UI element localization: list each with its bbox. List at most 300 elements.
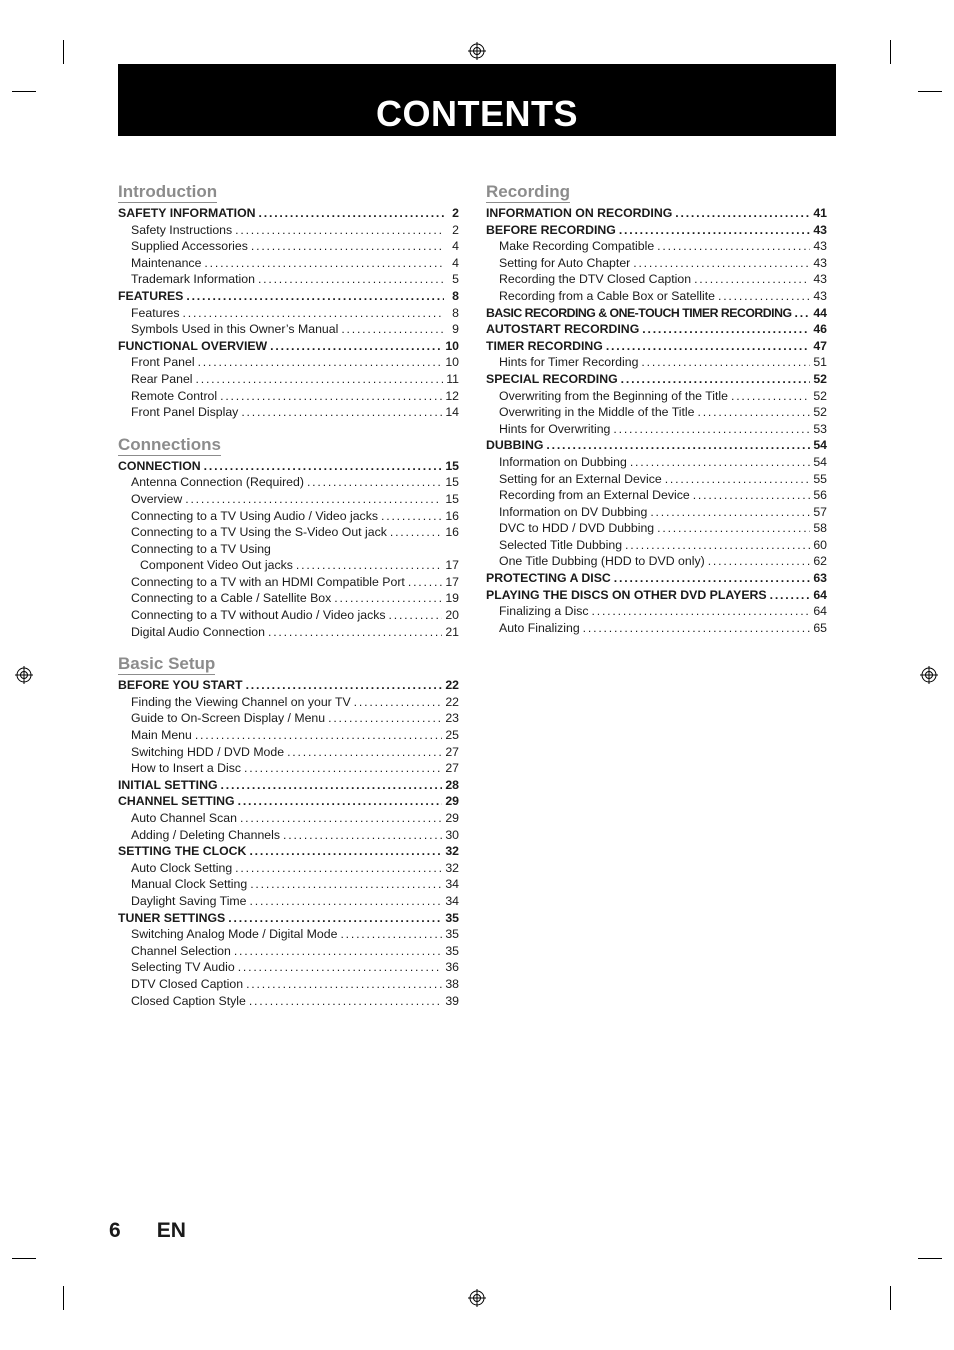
section-title: Introduction bbox=[118, 182, 218, 201]
toc-entry[interactable] bbox=[118, 338, 459, 355]
dot-leader bbox=[583, 620, 811, 637]
toc-entry-label: Selecting TV Audio bbox=[131, 960, 235, 975]
toc-entry-label: Auto Finalizing bbox=[499, 620, 580, 635]
registration-mark-icon bbox=[468, 42, 486, 60]
toc-entry-page: 11 bbox=[446, 371, 459, 386]
toc-entry-page: 12 bbox=[445, 388, 459, 403]
toc-entry-label: Features bbox=[131, 305, 180, 320]
toc-entry-page: 43 bbox=[813, 239, 827, 254]
dot-leader bbox=[234, 943, 443, 960]
dot-leader bbox=[186, 288, 444, 305]
dot-leader bbox=[546, 437, 810, 454]
dot-leader bbox=[633, 255, 810, 272]
toc-entry-page: 4 bbox=[452, 239, 459, 254]
toc-entry-page: 44 bbox=[813, 305, 827, 320]
toc-entry-page: 52 bbox=[813, 405, 827, 420]
toc-entry[interactable] bbox=[118, 976, 459, 993]
toc-entry[interactable] bbox=[118, 321, 459, 338]
toc-entry[interactable] bbox=[486, 338, 827, 355]
toc-entry-label: INITIAL SETTING bbox=[118, 777, 218, 792]
toc-entry-page: 34 bbox=[445, 877, 459, 892]
dot-leader bbox=[657, 238, 810, 255]
toc-entry-label: SPECIAL RECORDING bbox=[486, 371, 618, 386]
toc-entry[interactable] bbox=[118, 694, 459, 711]
toc-entry[interactable] bbox=[118, 574, 459, 591]
toc-entry-label: FUNCTIONAL OVERVIEW bbox=[118, 338, 268, 353]
toc-entry-label: Recording from a Cable Box or Satellite bbox=[499, 288, 715, 303]
crop-mark bbox=[63, 40, 64, 64]
toc-entry-page: 56 bbox=[813, 488, 827, 503]
toc-entry-page: 62 bbox=[813, 554, 827, 569]
toc-entry-label: Recording the DTV Closed Caption bbox=[499, 272, 692, 287]
toc-entry-page: 17 bbox=[445, 558, 459, 573]
toc-entry-page: 16 bbox=[445, 508, 459, 523]
toc-entry-label: One Title Dubbing (HDD to DVD only) bbox=[499, 554, 705, 569]
crop-mark bbox=[918, 1258, 942, 1259]
dot-leader bbox=[694, 271, 810, 288]
toc-entry[interactable] bbox=[486, 454, 827, 471]
toc-entry-page: 52 bbox=[813, 388, 827, 403]
toc-section-basic-setup bbox=[118, 654, 459, 1009]
toc-entry[interactable] bbox=[486, 255, 827, 272]
toc-entry-page: 52 bbox=[813, 371, 827, 386]
toc-entry-label: Finalizing a Disc bbox=[499, 604, 589, 619]
toc-entry-label: Symbols Used in this Owner’s Manual bbox=[131, 322, 339, 337]
toc-entry[interactable] bbox=[486, 371, 827, 388]
toc-entry-label: Connecting to a TV Using the S-Video Out jack bbox=[131, 525, 387, 540]
toc-entry[interactable] bbox=[118, 354, 459, 371]
toc-entry[interactable] bbox=[118, 607, 459, 624]
dot-leader bbox=[249, 993, 442, 1010]
dot-leader bbox=[235, 222, 444, 239]
toc-entry[interactable] bbox=[118, 271, 459, 288]
dot-leader bbox=[238, 959, 443, 976]
toc-entry-page: 43 bbox=[813, 255, 827, 270]
dot-leader bbox=[693, 487, 811, 504]
toc-entry-page: 60 bbox=[813, 537, 827, 552]
toc-entry[interactable] bbox=[118, 727, 459, 744]
toc-entry-label: Main Menu bbox=[131, 728, 192, 743]
toc-entry[interactable] bbox=[118, 624, 459, 641]
toc-entry-label: Connecting to a TV Using bbox=[131, 541, 271, 556]
toc-entry-label: Information on Dubbing bbox=[499, 454, 627, 469]
toc-entry[interactable] bbox=[486, 288, 827, 305]
toc-entry-label: Manual Clock Setting bbox=[131, 877, 248, 892]
dot-leader bbox=[185, 491, 442, 508]
toc-entry-page: 2 bbox=[452, 206, 459, 220]
toc-entry-label: Guide to On-Screen Display / Menu bbox=[131, 711, 326, 726]
toc-entry-label: Connecting to a TV without Audio / Video jacks bbox=[131, 608, 386, 623]
toc-entry-label: SAFETY INFORMATION bbox=[118, 206, 256, 220]
toc-entry[interactable] bbox=[118, 993, 459, 1010]
toc-entry-label: Front Panel bbox=[131, 355, 195, 370]
dot-leader bbox=[198, 354, 443, 371]
toc-entry-page: 15 bbox=[445, 475, 459, 490]
toc-entry[interactable] bbox=[118, 843, 459, 860]
toc-entry-page: 10 bbox=[445, 355, 459, 370]
toc-entry-page: 43 bbox=[813, 272, 827, 287]
dot-leader bbox=[795, 305, 811, 322]
toc-entry-label: Supplied Accessories bbox=[131, 239, 248, 254]
toc-entry-label: DVC to HDD / DVD Dubbing bbox=[499, 521, 655, 536]
crop-mark bbox=[890, 40, 891, 64]
toc-entry-page: 39 bbox=[445, 993, 459, 1008]
crop-mark bbox=[63, 1286, 64, 1310]
dot-leader bbox=[258, 271, 444, 288]
dot-leader bbox=[613, 421, 810, 438]
dot-leader bbox=[307, 474, 442, 491]
dot-leader bbox=[665, 471, 811, 488]
toc-entry-list bbox=[118, 205, 459, 421]
toc-entry-label: DTV Closed Caption bbox=[131, 976, 244, 991]
dot-leader bbox=[249, 843, 442, 860]
toc-entry[interactable] bbox=[118, 255, 459, 272]
toc-entry-page: 23 bbox=[445, 711, 459, 726]
toc-entry-label: Make Recording Compatible bbox=[499, 239, 655, 254]
section-title: Recording bbox=[486, 182, 571, 201]
toc-entry-page: 15 bbox=[445, 491, 459, 506]
dot-leader bbox=[408, 574, 442, 591]
toc-entry-list bbox=[118, 458, 459, 641]
toc-entry[interactable] bbox=[118, 827, 459, 844]
toc-entry[interactable] bbox=[118, 926, 459, 943]
toc-entry-label: Hints for Timer Recording bbox=[499, 355, 639, 370]
toc-entry[interactable] bbox=[118, 288, 459, 305]
toc-entry[interactable] bbox=[118, 893, 459, 910]
dot-leader bbox=[625, 537, 810, 554]
toc-entry-label: Connecting to a TV Using Audio / Video jacks bbox=[131, 508, 379, 523]
toc-entry-label: Selected Title Dubbing bbox=[499, 537, 623, 552]
dot-leader bbox=[390, 524, 442, 541]
toc-entry-label: How to Insert a Disc bbox=[131, 761, 242, 776]
toc-entry[interactable] bbox=[486, 587, 827, 604]
toc-entry-page: 64 bbox=[813, 604, 827, 619]
toc-entry-label: Setting for an External Device bbox=[499, 471, 662, 486]
dot-leader bbox=[287, 744, 442, 761]
toc-entry-label: TUNER SETTINGS bbox=[118, 910, 226, 925]
toc-entry[interactable] bbox=[486, 520, 827, 537]
toc-entry-label: Rear Panel bbox=[131, 371, 193, 386]
toc-entry[interactable] bbox=[486, 603, 827, 620]
toc-entry[interactable] bbox=[118, 371, 459, 388]
toc-entry[interactable] bbox=[118, 910, 459, 927]
toc-entry[interactable] bbox=[118, 524, 459, 541]
dot-leader bbox=[221, 777, 443, 794]
toc-entry-label: DUBBING bbox=[486, 438, 544, 453]
language-code: EN bbox=[156, 1219, 186, 1242]
toc-entry-label: BEFORE YOU START bbox=[118, 678, 243, 693]
dot-leader bbox=[642, 321, 810, 338]
toc-entry-label: Remote Control bbox=[131, 388, 218, 403]
toc-entry[interactable] bbox=[118, 557, 459, 574]
toc-entry[interactable] bbox=[118, 404, 459, 421]
toc-entry-page: 15 bbox=[445, 458, 459, 473]
dot-leader bbox=[592, 603, 811, 620]
dot-leader bbox=[381, 508, 442, 525]
toc-entry-page: 47 bbox=[813, 338, 827, 353]
dot-leader bbox=[328, 710, 442, 727]
dot-leader bbox=[251, 238, 444, 255]
toc-entry-label: CHANNEL SETTING bbox=[118, 794, 235, 809]
toc-entry-label: Adding / Deleting Channels bbox=[131, 827, 281, 842]
toc-entry-list bbox=[118, 677, 459, 1009]
toc-entry-label: Overwriting from the Beginning of the Title bbox=[499, 388, 728, 403]
toc-entry-label: Hints for Overwriting bbox=[499, 421, 611, 436]
dot-leader bbox=[614, 570, 811, 587]
toc-entry-page: 10 bbox=[445, 338, 459, 353]
toc-entry-label: Recording from an External Device bbox=[499, 488, 690, 503]
dot-leader bbox=[195, 727, 442, 744]
toc-entry-page: 29 bbox=[445, 794, 459, 809]
toc-entry-page: 35 bbox=[445, 943, 459, 958]
dot-leader bbox=[244, 760, 442, 777]
toc-entry-page: 36 bbox=[445, 960, 459, 975]
toc-section-connections bbox=[118, 435, 459, 641]
toc-entry-page: 17 bbox=[445, 574, 459, 589]
toc-entry[interactable] bbox=[118, 710, 459, 727]
toc-entry[interactable] bbox=[118, 677, 459, 694]
toc-entry-page: 38 bbox=[445, 976, 459, 991]
toc-entry-page: 19 bbox=[445, 591, 459, 606]
toc-entry-page: 21 bbox=[445, 624, 459, 639]
crop-mark bbox=[12, 1258, 36, 1259]
toc-entry[interactable] bbox=[486, 553, 827, 570]
dot-leader bbox=[283, 827, 442, 844]
toc-entry-label: Connecting to a Cable / Satellite Box bbox=[131, 591, 332, 606]
toc-entry-label: Switching Analog Mode / Digital Mode bbox=[131, 927, 338, 942]
toc-entry[interactable] bbox=[486, 271, 827, 288]
toc-entry-page: 4 bbox=[452, 255, 459, 270]
registration-mark-icon bbox=[920, 666, 938, 684]
toc-entry[interactable] bbox=[486, 437, 827, 454]
toc-entry-page: 34 bbox=[445, 893, 459, 908]
toc-entry-page: 22 bbox=[445, 678, 459, 693]
dot-leader bbox=[296, 557, 442, 574]
toc-entry-label: Auto Channel Scan bbox=[131, 811, 237, 825]
toc-entry-label: TIMER RECORDING bbox=[486, 338, 603, 353]
crop-mark bbox=[12, 91, 36, 92]
dot-leader bbox=[389, 607, 443, 624]
crop-mark bbox=[890, 1286, 891, 1310]
toc-entry[interactable] bbox=[118, 491, 459, 508]
toc-entry[interactable] bbox=[118, 590, 459, 607]
toc-entry-label: Safety Instructions bbox=[131, 222, 233, 237]
toc-entry-label: SETTING THE CLOCK bbox=[118, 844, 247, 859]
toc-entry[interactable] bbox=[486, 570, 827, 587]
toc-right-column bbox=[486, 182, 827, 650]
toc-entry[interactable] bbox=[486, 321, 827, 338]
toc-entry[interactable] bbox=[118, 458, 459, 475]
toc-entry-page: 46 bbox=[813, 322, 827, 337]
toc-entry-label: Connecting to a TV with an HDMI Compatible Port bbox=[131, 574, 405, 589]
toc-entry-page: 51 bbox=[813, 355, 827, 370]
toc-entry-label: Channel Selection bbox=[131, 943, 231, 958]
toc-entry-label: FEATURES bbox=[118, 288, 184, 303]
toc-entry[interactable] bbox=[118, 943, 459, 960]
toc-entry[interactable] bbox=[486, 238, 827, 255]
crop-mark bbox=[918, 91, 942, 92]
toc-entry[interactable] bbox=[486, 487, 827, 504]
dot-leader bbox=[675, 205, 810, 222]
toc-entry-page: 64 bbox=[813, 587, 827, 602]
dot-leader bbox=[268, 624, 442, 641]
toc-entry[interactable] bbox=[486, 305, 827, 322]
toc-entry-label: Daylight Saving Time bbox=[131, 893, 247, 908]
toc-entry-label: Information on DV Dubbing bbox=[499, 504, 648, 519]
toc-entry-page: 22 bbox=[445, 694, 459, 709]
page-footer bbox=[109, 1219, 186, 1243]
dot-leader bbox=[718, 288, 810, 305]
title-banner bbox=[118, 64, 836, 136]
toc-entry[interactable] bbox=[486, 388, 827, 405]
toc-section-recording bbox=[486, 182, 827, 636]
toc-entry[interactable] bbox=[486, 471, 827, 488]
toc-entry-page: 35 bbox=[445, 910, 459, 925]
toc-entry-page: 20 bbox=[445, 608, 459, 623]
toc-entry[interactable] bbox=[118, 238, 459, 255]
toc-entry-page: 57 bbox=[813, 504, 827, 519]
toc-entry-list bbox=[486, 205, 827, 636]
toc-entry[interactable] bbox=[486, 354, 827, 371]
toc-entry-page: 32 bbox=[445, 844, 459, 859]
toc-entry-label: Maintenance bbox=[131, 255, 202, 270]
registration-mark-icon bbox=[468, 1289, 486, 1307]
toc-entry[interactable] bbox=[118, 222, 459, 239]
dot-leader bbox=[657, 520, 810, 537]
toc-entry-page: 43 bbox=[813, 222, 827, 237]
toc-entry[interactable] bbox=[118, 508, 459, 525]
toc-entry-page: 54 bbox=[813, 438, 827, 453]
toc-entry-page: 29 bbox=[445, 811, 459, 825]
dot-leader bbox=[341, 321, 444, 338]
toc-entry-page: 30 bbox=[445, 827, 459, 842]
toc-entry-page: 58 bbox=[813, 521, 827, 536]
toc-entry-label: AUTOSTART RECORDING bbox=[486, 322, 640, 337]
dot-leader bbox=[250, 876, 442, 893]
toc-entry[interactable] bbox=[486, 537, 827, 554]
toc-entry-page: 63 bbox=[813, 571, 827, 586]
toc-entry[interactable] bbox=[118, 860, 459, 877]
toc-entry[interactable] bbox=[118, 541, 459, 558]
toc-entry[interactable] bbox=[118, 876, 459, 893]
toc-entry[interactable] bbox=[118, 744, 459, 761]
toc-entry-page: 5 bbox=[452, 272, 459, 287]
toc-entry-page: 54 bbox=[813, 454, 827, 469]
dot-leader bbox=[238, 793, 443, 810]
toc-entry-label: PLAYING THE DISCS ON OTHER DVD PLAYERS bbox=[486, 587, 767, 602]
dot-leader bbox=[621, 371, 811, 388]
dot-leader bbox=[697, 404, 810, 421]
toc-entry[interactable] bbox=[486, 205, 827, 222]
toc-entry-page: 27 bbox=[445, 761, 459, 776]
toc-entry-page: 41 bbox=[813, 206, 827, 220]
dot-leader bbox=[204, 255, 444, 272]
toc-entry[interactable] bbox=[486, 620, 827, 637]
toc-entry-page: 35 bbox=[445, 927, 459, 942]
toc-entry-label: Component Video Out jacks bbox=[140, 558, 293, 573]
toc-entry-page: 14 bbox=[445, 405, 459, 420]
toc-entry-page: 27 bbox=[445, 744, 459, 759]
dot-leader bbox=[220, 388, 442, 405]
dot-leader bbox=[641, 354, 810, 371]
toc-entry-label: BEFORE RECORDING bbox=[486, 222, 616, 237]
toc-entry-page: 16 bbox=[445, 525, 459, 540]
toc-entry-label: INFORMATION ON RECORDING bbox=[486, 206, 673, 220]
toc-entry-page: 9 bbox=[452, 322, 459, 337]
registration-mark-icon bbox=[15, 666, 33, 684]
toc-entry-label: Closed Caption Style bbox=[131, 993, 246, 1008]
toc-entry-label: Overwriting in the Middle of the Title bbox=[499, 405, 695, 420]
dot-leader bbox=[228, 910, 442, 927]
toc-entry-label: Front Panel Display bbox=[131, 405, 239, 420]
dot-leader bbox=[619, 222, 811, 239]
toc-entry-label: Antenna Connection (Required) bbox=[131, 475, 304, 490]
dot-leader bbox=[708, 553, 811, 570]
dot-leader bbox=[270, 338, 442, 355]
dot-leader bbox=[334, 590, 442, 607]
dot-leader bbox=[340, 926, 442, 943]
toc-entry-label: Overview bbox=[131, 491, 183, 506]
toc-entry-label: PROTECTING A DISC bbox=[486, 571, 611, 586]
toc-entry-label: CONNECTION bbox=[118, 458, 201, 473]
toc-entry[interactable] bbox=[118, 474, 459, 491]
dot-leader bbox=[259, 205, 444, 222]
dot-leader bbox=[354, 694, 443, 711]
toc-entry-page: 55 bbox=[813, 471, 827, 486]
dot-leader bbox=[204, 458, 443, 475]
toc-entry[interactable] bbox=[118, 388, 459, 405]
dot-leader bbox=[196, 371, 444, 388]
toc-entry-page: 65 bbox=[813, 620, 827, 635]
dot-leader bbox=[606, 338, 810, 355]
toc-entry[interactable] bbox=[118, 205, 459, 222]
toc-entry-label: Switching HDD / DVD Mode bbox=[131, 744, 285, 759]
dot-leader bbox=[246, 677, 443, 694]
toc-entry[interactable] bbox=[118, 760, 459, 777]
toc-entry-label: BASIC RECORDING & ONE-TOUCH TIMER RECORDING bbox=[486, 305, 792, 320]
dot-leader bbox=[235, 860, 442, 877]
dot-leader bbox=[630, 454, 810, 471]
toc-entry-page: 25 bbox=[445, 728, 459, 743]
toc-entry-page: 32 bbox=[445, 860, 459, 875]
toc-entry-page: 28 bbox=[445, 777, 459, 792]
dot-leader bbox=[240, 810, 442, 827]
toc-entry[interactable] bbox=[118, 810, 459, 827]
toc-entry-page: 43 bbox=[813, 288, 827, 303]
toc-entry[interactable] bbox=[486, 404, 827, 421]
toc-entry[interactable] bbox=[118, 777, 459, 794]
toc-entry[interactable] bbox=[486, 504, 827, 521]
dot-leader bbox=[731, 388, 810, 405]
toc-entry[interactable] bbox=[118, 305, 459, 322]
dot-leader bbox=[241, 404, 442, 421]
toc-entry[interactable] bbox=[118, 959, 459, 976]
toc-entry-page: 8 bbox=[452, 305, 459, 320]
page-title: CONTENTS bbox=[376, 93, 578, 134]
dot-leader bbox=[650, 504, 810, 521]
toc-entry[interactable] bbox=[486, 421, 827, 438]
section-title: Connections bbox=[118, 434, 221, 454]
toc-entry-label: Setting for Auto Chapter bbox=[499, 255, 631, 270]
toc-section-introduction bbox=[118, 182, 459, 421]
toc-entry-page: 2 bbox=[452, 222, 459, 237]
toc-entry-page: 53 bbox=[813, 421, 827, 436]
toc-entry-label: Digital Audio Connection bbox=[131, 624, 265, 639]
dot-leader bbox=[770, 587, 811, 604]
toc-entry[interactable] bbox=[118, 793, 459, 810]
toc-entry[interactable] bbox=[486, 222, 827, 239]
page-number: 6 bbox=[109, 1219, 121, 1242]
